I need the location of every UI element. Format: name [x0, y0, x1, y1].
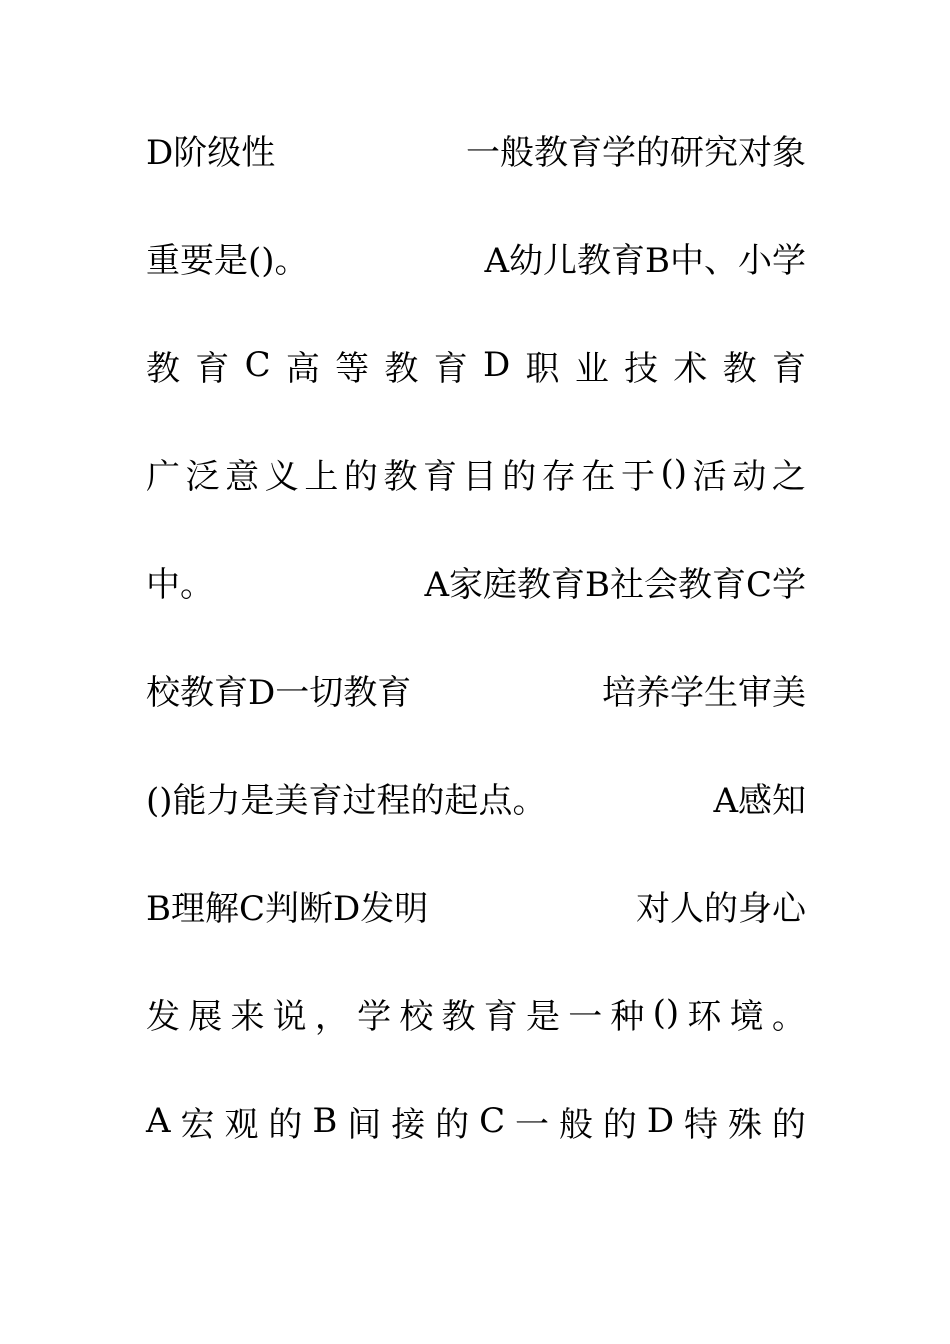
text-char: 育: [771, 348, 806, 389]
text-char: 的: [771, 1104, 806, 1145]
text-char: 来: [230, 996, 265, 1037]
text-char: 观: [224, 1104, 259, 1145]
text-segment: A幼儿教育B中、小学: [484, 240, 806, 281]
text-line-4: [146, 448, 806, 498]
text-line-7: [146, 772, 806, 822]
text-char: 活: [692, 456, 727, 497]
text-line-9: [146, 988, 806, 1038]
text-char: 职: [525, 348, 560, 389]
text-char: D: [646, 1101, 675, 1141]
text-char: 的: [343, 456, 378, 497]
text-segment: ()能力是美育过程的起点。: [146, 780, 547, 821]
text-char: 是: [525, 996, 560, 1037]
text-line-1: [146, 124, 806, 174]
text-segment: D阶级性: [146, 132, 276, 173]
text-char: 等: [335, 348, 370, 389]
text-char: 教: [383, 456, 418, 497]
text-char: 目: [462, 456, 497, 497]
text-char: 存: [541, 456, 576, 497]
text-char: 高: [285, 348, 320, 389]
text-line-8: [146, 880, 806, 930]
text-char: 种: [610, 996, 645, 1037]
text-char: 育: [433, 348, 468, 389]
text-char: 的: [502, 456, 537, 497]
text-char: 义: [264, 456, 299, 497]
text-char: C: [244, 345, 271, 385]
text-char: 学: [357, 996, 392, 1037]
text-char: 。: [771, 996, 806, 1037]
text-char: 育: [195, 348, 230, 389]
text-char: B: [312, 1101, 338, 1141]
text-line-10: [146, 1096, 806, 1146]
text-line-2: [146, 232, 806, 282]
text-char: 校: [399, 996, 434, 1037]
text-char: 的: [268, 1104, 303, 1145]
text-segment: 培养学生审美: [602, 672, 806, 713]
text-char: 上: [304, 456, 339, 497]
text-char: 术: [673, 348, 708, 389]
text-char: 般: [558, 1104, 593, 1145]
text-char: 于: [620, 456, 655, 497]
text-segment: 中。: [146, 564, 214, 605]
text-char: 接: [391, 1104, 426, 1145]
text-char: 育: [483, 996, 518, 1037]
text-char: 说: [272, 996, 307, 1037]
text-char: 的: [435, 1104, 470, 1145]
text-char: A: [146, 1101, 171, 1141]
text-char: 教: [722, 348, 757, 389]
text-char: 之: [771, 456, 806, 497]
text-segment: B理解C判断D发明: [146, 888, 429, 929]
text-line-5: [146, 556, 806, 606]
text-char: 间: [347, 1104, 382, 1145]
text-char: 技: [624, 348, 659, 389]
text-char: 境: [729, 996, 764, 1037]
text-segment: A家庭教育B社会教育C学: [424, 564, 806, 605]
text-char: 育: [423, 456, 458, 497]
text-segment: A感知: [713, 780, 806, 821]
text-char: 泛: [185, 456, 220, 497]
text-char: 教: [384, 348, 419, 389]
text-char: D: [482, 345, 511, 385]
text-char: 一: [568, 996, 603, 1037]
text-line-6: [146, 664, 806, 714]
text-segment: 校教育D一切教育: [146, 672, 412, 713]
text-char: 环: [687, 996, 722, 1037]
text-char: 一: [515, 1104, 550, 1145]
text-char: 发: [146, 996, 180, 1037]
text-char: 在: [581, 456, 616, 497]
text-char: 意: [225, 456, 260, 497]
text-segment: 一般教育学的研究对象: [466, 132, 806, 173]
text-char: ，: [314, 996, 349, 1037]
text-char: (): [660, 453, 688, 493]
text-char: 广: [146, 456, 180, 497]
text-char: 的: [602, 1104, 637, 1145]
text-line-3: [146, 340, 806, 390]
text-char: 教: [146, 348, 180, 389]
text-segment: 对人的身心: [636, 888, 806, 929]
text-char: (): [652, 993, 680, 1033]
text-char: 宏: [180, 1104, 215, 1145]
text-char: 特: [684, 1104, 719, 1145]
text-segment: 重要是()。: [146, 240, 309, 281]
text-char: 业: [574, 348, 609, 389]
text-char: C: [479, 1101, 506, 1141]
text-char: 展: [188, 996, 223, 1037]
text-char: 动: [732, 456, 767, 497]
text-char: 教: [441, 996, 476, 1037]
text-char: 殊: [727, 1104, 762, 1145]
